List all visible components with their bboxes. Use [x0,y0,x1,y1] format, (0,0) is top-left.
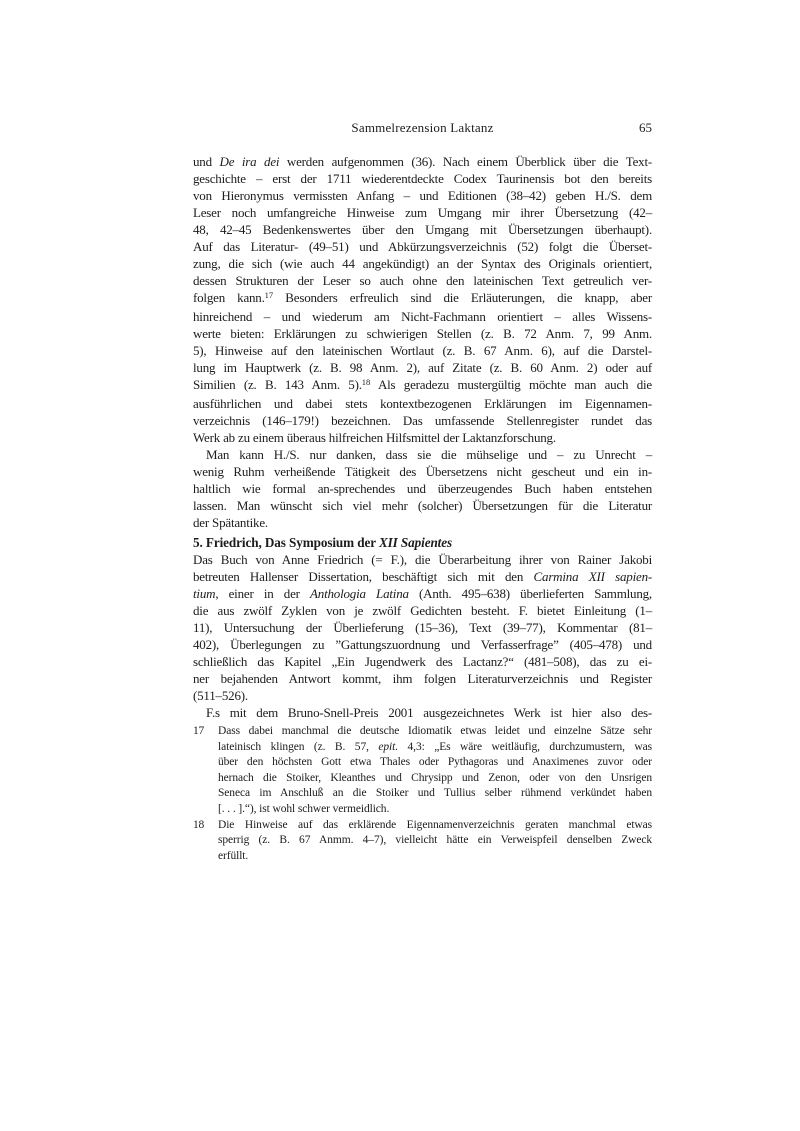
text-line [193,187,652,204]
text-line [193,412,652,429]
text-run: dessen Strukturen der Leser so auch ohne den lateinischen Text getreulich ver- [193,273,652,288]
text-run: Als geradezu mustergültig möchte man auch die [370,377,652,392]
text-run: schließlich das Kapitel „Ein Jugendwerk des Lactanz?“ (481–508), das zu ei- [193,654,652,669]
text-line [193,497,652,514]
text-line [218,755,652,771]
text-run: F.s mit dem Bruno-Snell-Preis 2001 ausgezeichnetes Werk ist hier also des- [206,705,652,720]
text-line [193,308,652,325]
text-line [193,585,652,602]
footnote-number: 17 [193,725,205,737]
text-line [218,771,652,787]
footnote-text [218,818,652,865]
text-line [218,849,652,865]
text-run: (511–526). [193,688,248,703]
text-line [193,619,652,636]
text-run: erfüllt. [218,849,249,862]
text-line [193,446,652,463]
text-line [193,272,652,289]
text-run: 48, 42–45 Bedenkenswertes über den Umgang mit Übersetzungen überhaupt). [193,222,652,237]
text-line [193,376,652,395]
text-run: hinreichend – und wiederum am Nicht-Fachmann orientiert – alles Wissens- [193,309,652,324]
text-run: folgen kann. [193,290,265,305]
text-line [193,221,652,238]
text-run: De ira dei [219,154,280,169]
text-line [193,289,652,308]
text-run: der Spätantike. [193,515,268,530]
footnote-text [218,724,652,818]
text-run: Auf das Literatur- (49–51) und Abkürzungsverzeichnis (52) folgt die Überset- [193,239,652,254]
text-line [193,636,652,653]
text-run: Werk ab zu einem überaus hilfreichen Hilfsmittel der Laktanzforschung. [193,430,556,445]
footnote [193,724,652,818]
text-line [193,359,652,376]
paragraph [193,446,652,531]
text-run: betreuten Hallenser Dissertation, beschäftigt sich mit den [193,569,534,584]
text-run: lassen. Man wünscht sich viel mehr (solcher) Übersetzungen für die Literatur [193,498,652,513]
text-run: XII Sapientes [378,535,453,550]
text-run: haltlich wie formal an-sprechendes und überzeugendes Buch haben entstehen [193,481,652,496]
text-run: 5. Friedrich, Das Symposium der [193,535,379,550]
text-line [193,704,652,721]
text-run: (Anth. 495–638) überlieferten Sammlung, [408,586,652,601]
text-line [193,480,652,497]
text-line [193,170,652,187]
text-run: lung im Hauptwerk (z. B. 98 Anm. 2), auf Zitate (z. B. 60 Anm. 2) oder auf [193,360,652,375]
page-number: 65 [639,120,652,135]
text-line [218,818,652,834]
text-run: werden aufgenommen (36). Nach einem Überblick über die Text- [279,154,652,169]
text-line [218,724,652,740]
text-run: Leser noch umfangreiche Hinweise zum Umgang mir ihrer Übersetzung (42– [193,205,652,220]
text-run: 5), Hinweise auf den lateinischen Wortlaut (z. B. 67 Anm. 6), auf die Darstel- [193,343,652,358]
text-line [193,429,652,446]
text-run: geschichte – erst der 1711 wiederentdeckte Codex Taurinensis bot den bereits [193,171,652,186]
text-run: tium [193,586,216,601]
text-line [193,255,652,272]
text-run: ner bejahenden Antwort kommt, ihm folgen Literaturverzeichnis und Register [193,671,652,686]
text-line [218,802,652,818]
text-run: die aus zwölf Zyklen von je zwölf Gedichten besteht. F. bietet Einleitung (1– [193,603,652,618]
text-line [193,602,652,619]
text-line [193,238,652,255]
text-run: Man kann H./S. nur danken, dass sie die mühselige und – zu Unrecht – [206,447,652,462]
paragraph [193,551,652,704]
text-run: epit. [378,740,399,753]
text-run: lateinisch klingen (z. B. 57, [218,740,379,753]
page-header [193,120,652,136]
text-line [218,833,652,849]
text-line [193,395,652,412]
section-heading [193,534,652,551]
text-run: , einer in der [215,586,311,601]
paragraph [193,153,652,446]
text-run: hernach die Stoiker, Kleanthes und Chrysipp und Zenon, oder von den Unsrigen [218,771,652,784]
text-line [193,514,652,531]
text-body [193,153,652,864]
text-line [193,463,652,480]
text-run: Dass dabei manchmal die deutsche Idiomatik etwas leidet und einzelne Sätze sehr [218,725,652,737]
text-run: sperrig (z. B. 67 Anmm. 4–7), vielleicht hätte ein Verweispfeil denselben Zweck [218,834,652,847]
footnote-reference: 18 [361,376,371,387]
text-run: 4,3: „Es wäre weitläufig, durchzumustern, was [398,740,652,753]
running-head: Sammelrezension Laktanz [351,120,494,135]
text-run: verzeichnis (146–179!) bezeichnen. Das umfassende Stellenregister rundet das [193,413,652,428]
text-run: Anthologia Latina [310,586,409,601]
text-line [193,653,652,670]
text-run: wenig Ruhm verheißende Tätigkeit des Übersetzens nicht gescheut und ein in- [193,464,652,479]
text-line [193,670,652,687]
text-run: und [193,154,220,169]
text-run: 11), Untersuchung der Überlieferung (15–36), Text (39–77), Kommentar (81– [193,620,652,635]
text-run: über den höchsten Gott etwa Thales oder Pythagoras und Anaximenes zuvor oder [218,756,652,769]
text-line [193,204,652,221]
text-run: [. . . ].“), ist wohl schwer vermeidlich. [218,802,390,815]
text-run: von Hieronymus vermissten Anfang – und Editionen (38–42) geben H./S. dem [193,188,652,203]
text-run: zung, die sich (wie auch 44 angekündigt) an der Syntax des Originals orientiert, [193,256,652,271]
text-run: werte bieten: Erklärungen zu schwierigen Stellen (z. B. 72 Anm. 7, 99 Anm. [193,326,652,341]
text-line [193,568,652,585]
text-line [193,153,652,170]
text-run: Die Hinweise auf das erklärende Eigennamenverzeichnis geraten manchmal etwas [218,818,652,831]
text-run: Similien (z. B. 143 Anm. 5). [193,377,362,392]
paragraph [193,704,652,721]
text-run: Seneca im Anschluß an die Stoiker und Tullius selber rühmend verkündet haben [218,787,652,800]
text-run: ausführlichen und dabei stets kontextbezogenen Erklärungen im Eigennamen- [193,396,652,411]
text-line [218,786,652,802]
footnote-reference: 17 [264,289,274,300]
footnote-number: 18 [193,818,205,831]
text-line [218,740,652,756]
text-run: 402), Überlegungen zu ”Gattungszuordnung und Verfasserfrage” (405–478) und [193,637,652,652]
footnote [193,818,652,865]
text-run: Besonders erfreulich sind die Erläuterungen, die knapp, aber [273,290,652,305]
text-line [193,325,652,342]
text-line [193,551,652,568]
text-line [193,687,652,704]
text-run: Carmina XII sapien- [533,569,652,584]
text-run: Das Buch von Anne Friedrich (= F.), die Überarbeitung ihrer von Rainer Jakobi [193,552,652,567]
text-line [193,342,652,359]
